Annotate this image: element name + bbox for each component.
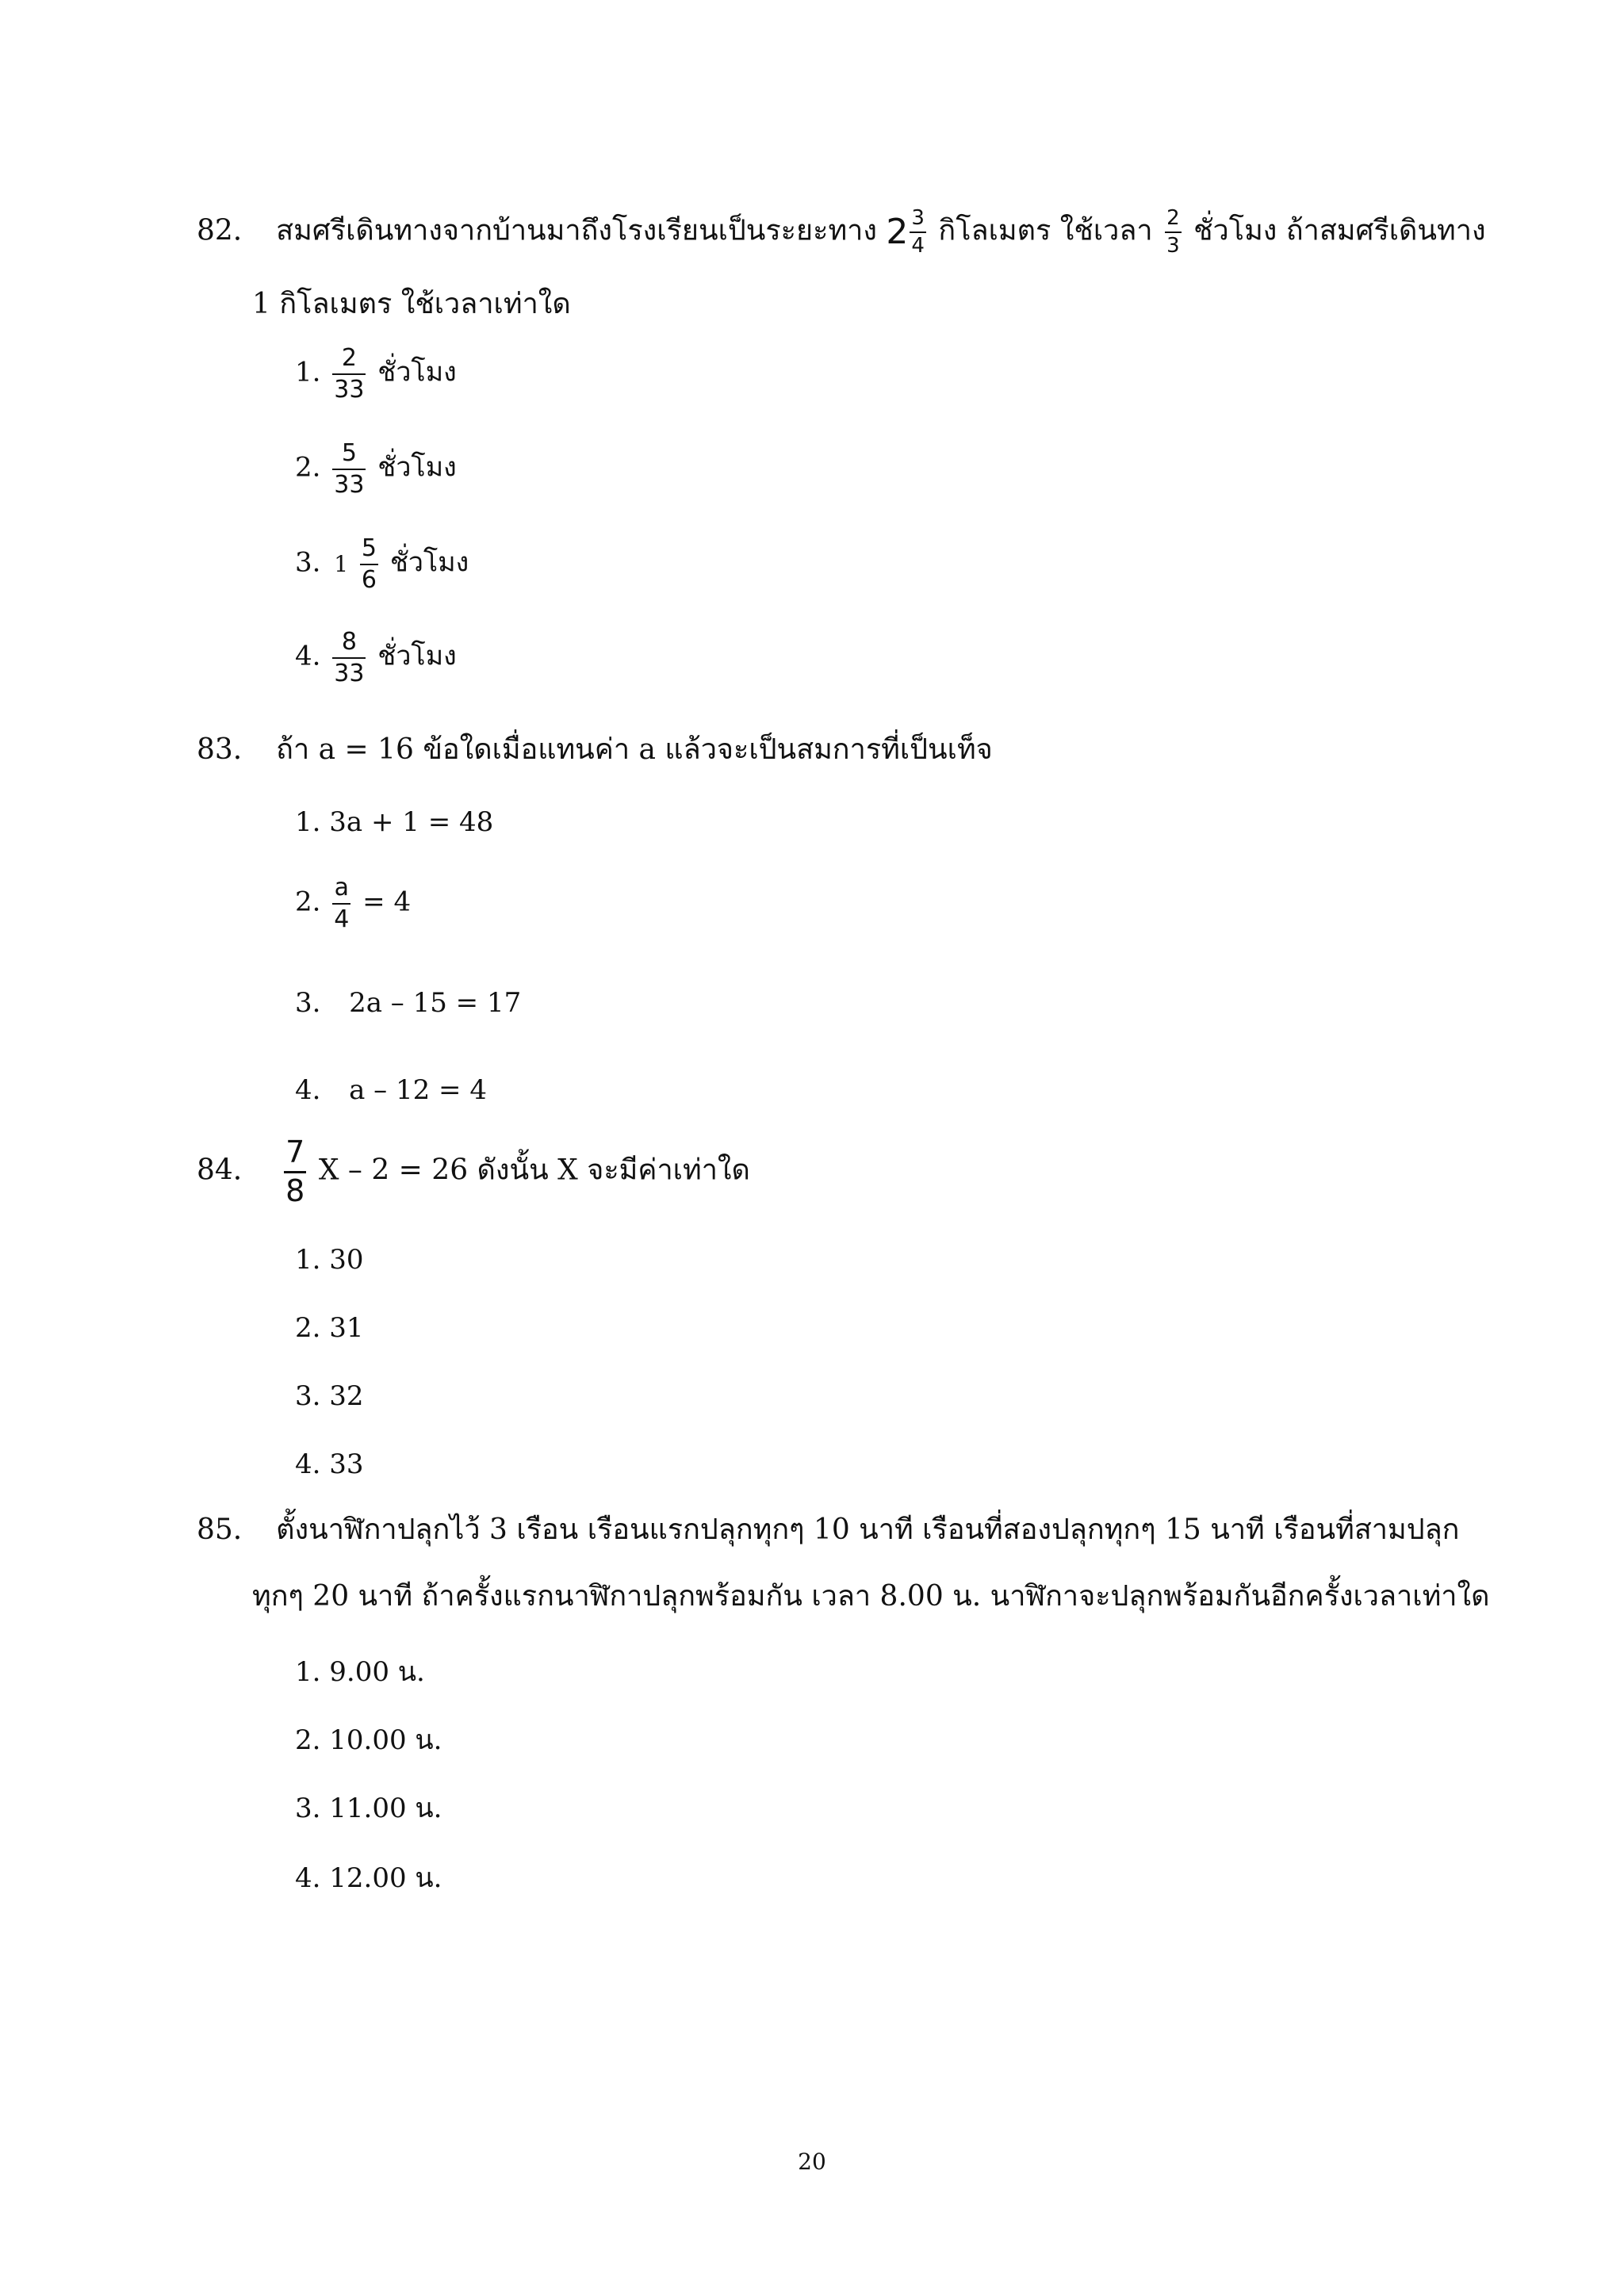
- fraction: [332, 629, 366, 686]
- option-label: 3.: [295, 1380, 321, 1412]
- option-label: 2.: [295, 886, 321, 918]
- fraction-bar: [360, 564, 378, 565]
- question-85-line-1: [197, 1513, 1460, 1546]
- mixed-whole: 1: [334, 550, 349, 577]
- option-text: 10.00 น.: [329, 1724, 442, 1756]
- option-label: 2.: [295, 1724, 321, 1756]
- option-text: 9.00 น.: [329, 1656, 425, 1688]
- option-84-4: [295, 1448, 364, 1480]
- question-text: ทุกๆ 20 นาที ถ้าครั้งแรกนาฬิกาปลุกพร้อมกัน เวลา 8.00 น. นาฬิกาจะปลุกพร้อมกันอีกครั้งเวลาเท่าใด: [252, 1580, 1490, 1613]
- option-label: 1.: [295, 356, 321, 388]
- option-text: 30: [329, 1244, 364, 1276]
- option-label: 4.: [295, 1862, 321, 1894]
- option-text: ชั่วโมง: [377, 356, 457, 388]
- fraction: [332, 346, 366, 402]
- question-85-line-2: [252, 1582, 1489, 1611]
- question-number: 83.: [197, 733, 243, 766]
- option-text: ชั่วโมง: [377, 640, 457, 672]
- mixed-whole: 2: [886, 212, 909, 253]
- fraction: [360, 536, 378, 592]
- option-text: ชั่วโมง: [389, 546, 469, 579]
- option-label: 3.: [295, 987, 321, 1019]
- numerator: 2: [1166, 206, 1180, 230]
- denominator: 33: [334, 375, 365, 404]
- mixed-number-distance: [886, 208, 929, 258]
- option-85-4: [295, 1862, 442, 1894]
- numerator: 8: [341, 628, 357, 656]
- option-text: 31: [329, 1312, 364, 1344]
- option-label: 1.: [295, 1244, 321, 1276]
- option-83-3: [295, 987, 522, 1019]
- question-text: สมศรีเดินทางจากบ้านมาถึงโรงเรียนเป็นระยะทาง: [276, 214, 877, 247]
- option-83-1: [295, 806, 494, 838]
- question-number: 82.: [197, 214, 243, 247]
- fraction: [910, 208, 926, 258]
- option-82-1: [295, 346, 457, 402]
- option-82-3: [295, 536, 469, 592]
- question-text: ชั่วโมง ถ้าสมศรีเดินทาง: [1193, 214, 1486, 247]
- option-text: = 4: [362, 886, 412, 918]
- fraction: [284, 1137, 306, 1207]
- question-number: 84.: [197, 1154, 243, 1187]
- fraction-bar: [1165, 232, 1182, 233]
- question-82-line-1: [197, 208, 1486, 258]
- option-text: ชั่วโมง: [377, 451, 457, 484]
- denominator: 3: [1166, 234, 1180, 258]
- denominator: 4: [911, 234, 925, 258]
- option-label: 4.: [295, 1448, 321, 1480]
- option-label: 2.: [295, 1312, 321, 1344]
- question-83-line-1: [197, 733, 993, 766]
- fraction: [332, 441, 366, 497]
- question-84-line-1: [197, 1137, 750, 1207]
- option-label: 3.: [295, 546, 321, 579]
- numerator: a: [334, 874, 349, 901]
- option-text: 33: [329, 1448, 364, 1480]
- option-82-4: [295, 629, 457, 686]
- numerator: 5: [341, 439, 357, 467]
- denominator: 6: [361, 565, 377, 594]
- option-84-1: [295, 1244, 364, 1276]
- numerator: 3: [911, 206, 925, 230]
- fraction: [332, 875, 350, 932]
- option-85-3: [295, 1795, 442, 1822]
- numerator: 5: [361, 534, 377, 562]
- option-text: 11.00 น.: [329, 1793, 442, 1824]
- fraction-bar: [332, 903, 350, 905]
- option-label: 1.: [295, 806, 321, 838]
- denominator: 4: [334, 905, 350, 933]
- option-text: 12.00 น.: [329, 1862, 442, 1894]
- option-label: 4.: [295, 640, 321, 672]
- numerator: 7: [285, 1135, 305, 1169]
- option-83-4: [295, 1074, 487, 1106]
- fraction-bar: [332, 469, 366, 470]
- option-text: 2a – 15 = 17: [349, 987, 522, 1019]
- option-label: 1.: [295, 1656, 321, 1688]
- fraction-bar: [332, 657, 366, 659]
- fraction-bar: [910, 232, 926, 233]
- denominator: 33: [334, 659, 365, 687]
- numerator: 2: [341, 344, 357, 372]
- denominator: 33: [334, 470, 365, 499]
- option-text: 32: [329, 1380, 364, 1412]
- option-82-2: [295, 441, 457, 497]
- fraction-time: [1165, 208, 1182, 258]
- question-text: ถ้า a = 16 ข้อใดเมื่อแทนค่า a แล้วจะเป็นสมการที่เป็นเท็จ: [276, 733, 993, 766]
- option-text: a – 12 = 4: [349, 1074, 487, 1106]
- option-84-2: [295, 1312, 364, 1344]
- question-number: 85.: [197, 1513, 243, 1546]
- option-84-3: [295, 1380, 364, 1412]
- question-82-line-2: [252, 290, 571, 319]
- question-text: กิโลเมตร ใช้เวลา: [938, 214, 1153, 247]
- option-label: 4.: [295, 1074, 321, 1106]
- fraction-bar: [332, 373, 366, 375]
- option-label: 3.: [295, 1793, 321, 1824]
- option-83-2: [295, 875, 411, 932]
- option-text: 3a + 1 = 48: [329, 806, 494, 838]
- option-85-1: [295, 1656, 425, 1688]
- option-label: 2.: [295, 451, 321, 484]
- denominator: 8: [285, 1173, 305, 1208]
- page-number: 20: [798, 2149, 826, 2175]
- question-text: ตั้งนาฬิกาปลุกไว้ 3 เรือน เรือนแรกปลุกทุกๆ 10 นาที เรือนที่สองปลุกทุกๆ 15 นาที เรือนที่สามปลุก: [276, 1513, 1460, 1546]
- option-85-2: [295, 1724, 442, 1756]
- question-text: X – 2 = 26 ดังนั้น X จะมีค่าเท่าใด: [318, 1154, 750, 1187]
- question-text: 1 กิโลเมตร ใช้เวลาเท่าใด: [252, 288, 571, 320]
